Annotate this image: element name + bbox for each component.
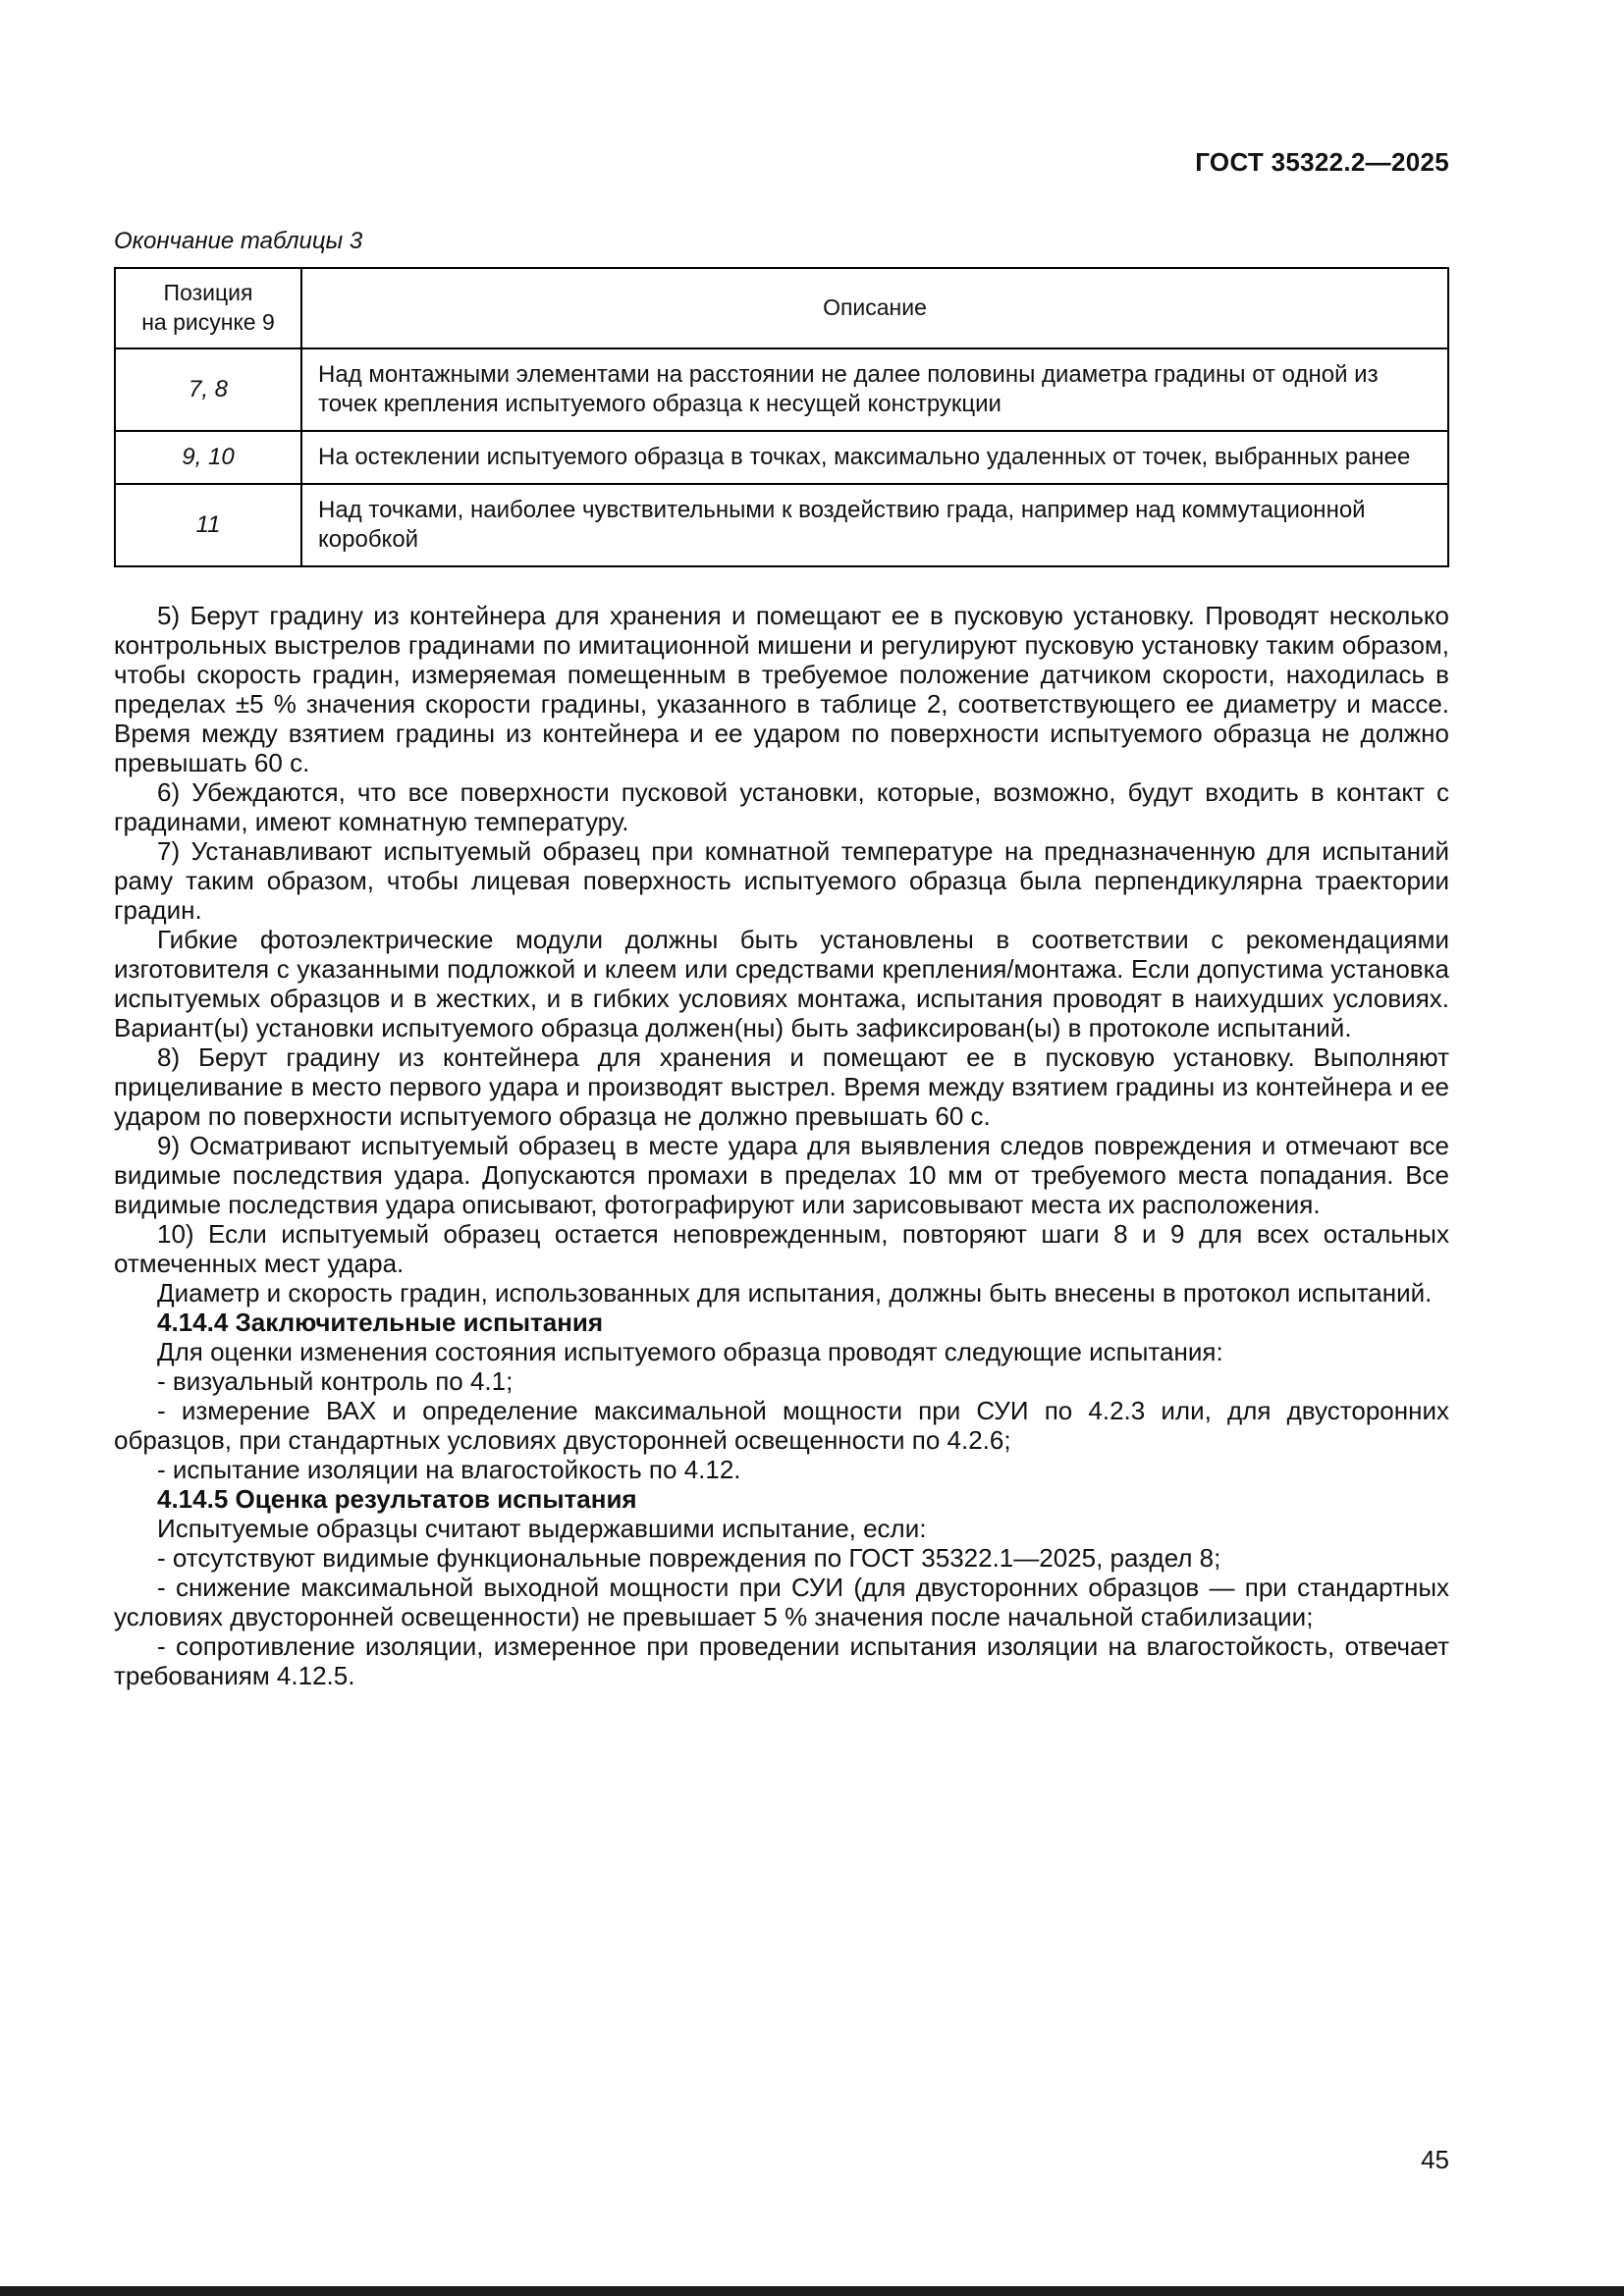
table-caption: Окончание таблицы 3 xyxy=(114,228,363,254)
column-header-position-line1: Позиция xyxy=(163,280,253,305)
table-3-continuation xyxy=(114,267,1449,567)
column-header-position xyxy=(115,268,301,348)
position-cell: 7, 8 xyxy=(115,348,301,431)
position-cell: 9, 10 xyxy=(115,431,301,484)
paragraph-flexible-modules: Гибкие фотоэлектрические модули должны быть установлены в соответствии с рекомендациями изготовителя с указанными подложкой и клеем или средствами крепления/монтажа. Если допустима установка испытуемых образцов и в жестких, и в гибких условиях монтажа, испытания проводят в наихудших условиях. Вариант(ы) установки испытуемого образца должен(ны) быть зафиксирован(ы) в протоколе испытаний. xyxy=(114,924,1449,1042)
paragraph-step-7: 7) Устанавливают испытуемый образец при комнатной температуре на предназначенную для испытаний раму таким образом, чтобы лицевая поверхность испытуемого образца была перпендикулярна траектории градин. xyxy=(114,835,1449,925)
position-cell: 11 xyxy=(115,484,301,566)
column-header-position-line2: на рисунке 9 xyxy=(141,308,275,335)
list-item-insulation-resistance: - сопротивление изоляции, измеренное при проведении испытания изоляции на влагостойкость, отвечает требованиям 4.12.5. xyxy=(114,1630,1449,1690)
table-row-positions-7-8 xyxy=(115,348,1448,431)
paragraph-step-10: 10) Если испытуемый образец остается неповрежденным, повторяют шаги 8 и 9 для всех остальных отмеченных мест удара. xyxy=(114,1218,1449,1278)
list-item-power-reduction: - снижение максимальной выходной мощности при СУИ (для двусторонних образцов — при стандартных условиях двусторонней освещенности) не превышает 5 % значения после начальной стабилизации; xyxy=(114,1572,1449,1631)
description-cell: Над монтажными элементами на расстоянии не далее половины диаметра градины от одной из точек крепления испытуемого образца к несущей конструкции xyxy=(301,348,1448,431)
paragraph-pass-criteria-intro: Испытуемые образцы считают выдержавшими испытание, если: xyxy=(157,1513,927,1543)
description-cell: Над точками, наиболее чувствительными к воздействию града, например над коммутационной коробкой xyxy=(301,484,1448,566)
body-text xyxy=(114,601,1449,1690)
list-item-visual-control: - визуальный контроль по 4.1; xyxy=(157,1365,514,1396)
page-number: 45 xyxy=(1421,2145,1449,2174)
paragraph-step-9: 9) Осматривают испытуемый образец в месте удара для выявления следов повреждения и отмечают все видимые последствия удара. Допускаются промахи в пределах 10 мм от требуемого места попадания. Все видимые последствия удара описывают, фотографируют или зарисовывают места их расположения. xyxy=(114,1130,1449,1219)
paragraph-step-6: 6) Убеждаются, что все поверхности пусковой установки, которые, возможно, будут входить в контакт с градинами, имеют комнатную температуру. xyxy=(114,776,1449,836)
description-cell: На остеклении испытуемого образца в точках, максимально удаленных от точек, выбранных ранее xyxy=(301,431,1448,484)
column-header-description: Описание xyxy=(301,268,1448,348)
document-code-header: ГОСТ 35322.2—2025 xyxy=(1195,147,1449,177)
section-heading-4-14-4: 4.14.4 Заключительные испытания xyxy=(157,1307,604,1337)
list-item-iv-measurement: - измерение ВАХ и определение максимальной мощности при СУИ по 4.2.3 или, для двусторонних образцов, при стандартных условиях двусторонней освещенности по 4.2.6; xyxy=(114,1395,1449,1455)
list-item-insulation-test: - испытание изоляции на влагостойкость по 4.12. xyxy=(157,1454,741,1484)
paragraph-protocol-note: Диаметр и скорость градин, использованных для испытания, должны быть внесены в протокол испытаний. xyxy=(157,1277,1433,1308)
list-item-no-visible-damage: - отсутствуют видимые функциональные повреждения по ГОСТ 35322.1—2025, раздел 8; xyxy=(157,1542,1221,1573)
page-content xyxy=(114,228,1449,1690)
table-row-position-11 xyxy=(115,484,1448,566)
table-header-row xyxy=(115,268,1448,348)
table-row-positions-9-10 xyxy=(115,431,1448,484)
paragraph-final-tests-intro: Для оценки изменения состояния испытуемого образца проводят следующие испытания: xyxy=(157,1336,1223,1366)
scan-bottom-edge-artifact xyxy=(0,2286,1624,2296)
paragraph-step-8: 8) Берут градину из контейнера для хранения и помещают ее в пусковую установку. Выполняют прицеливание в место первого удара и производят выстрел. Время между взятием градины из контейнера и ее ударом по поверхности испытуемого образца не должно превышать 60 с. xyxy=(114,1041,1449,1131)
section-heading-4-14-5: 4.14.5 Оценка результатов испытания xyxy=(157,1483,637,1514)
paragraph-step-5: 5) Берут градину из контейнера для хранения и помещают ее в пусковую установку. Проводят несколько контрольных выстрелов градинами по имитационной мишени и регулируют пусковую установку таким образом, чтобы скорость градин, измеряемая помещенным в требуемое положение датчиком скорости, находилась в пределах ±5 % значения скорости градины, указанного в таблице 2, соответствующего ее диаметру и массе. Время между взятием градины из контейнера и ее ударом по поверхности испытуемого образца не должно превышать 60 с. xyxy=(114,600,1449,777)
